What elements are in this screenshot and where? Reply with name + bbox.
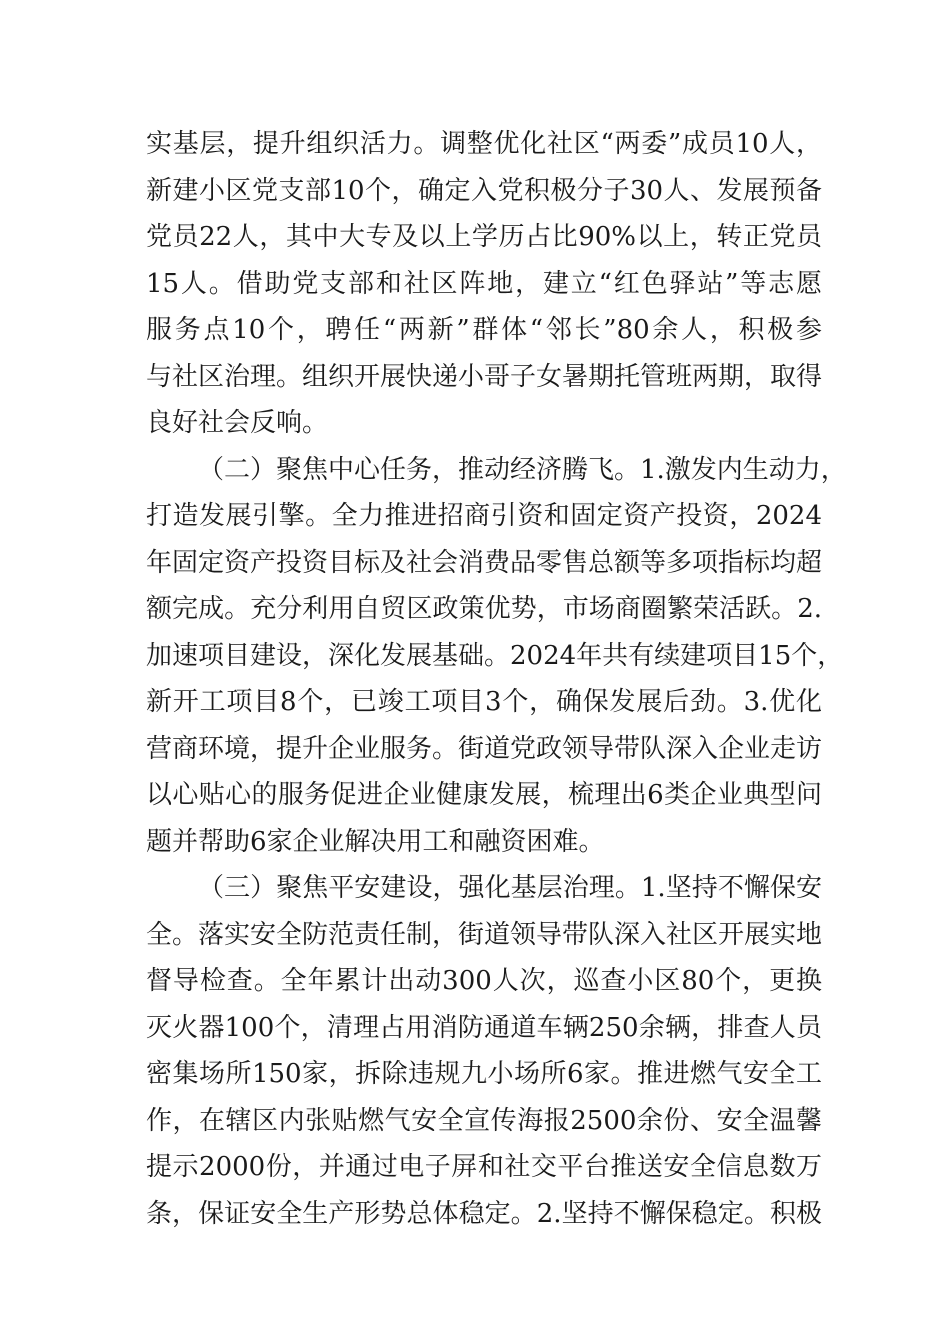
text-line: 服务点10个，聘任“两新”群体“邻长”80余人，积极参 [146, 315, 822, 345]
text-line: 新开工项目8个，已竣工项目3个，确保发展后劲。3.优化 [146, 687, 822, 717]
text-line: 与社区治理。组织开展快递小哥子女暑期托管班两期，取得 [146, 361, 823, 392]
text-line: 加速项目建设，深化发展基础。2024年共有续建项目15个， [146, 640, 844, 671]
paragraph-safety-governance [146, 865, 822, 1237]
text-line: 额完成。充分利用自贸区政策优势，市场商圈繁荣活跃。2. [146, 594, 822, 624]
text-line: 提示2000份，并通过电子屏和社交平台推送安全信息数万 [146, 1152, 822, 1182]
text-line: 督导检查。全年累计出动300人次，巡查小区80个，更换 [146, 966, 822, 996]
paragraph-party-building [146, 121, 822, 447]
text-line: 以心贴心的服务促进企业健康发展，梳理出6类企业典型问 [146, 780, 822, 810]
text-line: 密集场所150家，拆除违规九小场所6家。推进燃气安全工 [146, 1059, 822, 1089]
text-line: 营商环境，提升企业服务。街道党政领导带队深入企业走访 [146, 733, 823, 764]
text-line: 全。落实安全防范责任制，街道领导带队深入社区开展实地 [146, 919, 823, 950]
text-line: 15人。借助党支部和社区阵地，建立“红色驿站”等志愿 [146, 268, 822, 299]
text-line: 实基层，提升组织活力。调整优化社区“两委”成员10人， [146, 129, 822, 159]
text-line: 条，保证安全生产形势总体稳定。2.坚持不懈保稳定。积极 [146, 1198, 822, 1229]
paragraph-economic-development [146, 447, 847, 866]
text-line: 题并帮助6家企业解决用工和融资困难。 [146, 826, 605, 857]
text-line: 灭火器100个，清理占用消防通道车辆250余辆，排查人员 [146, 1012, 822, 1043]
text-line: （二）聚焦中心任务，推动经济腾飞。1.激发内生动力， [198, 454, 847, 485]
text-line: 作，在辖区内张贴燃气安全宣传海报2500余份、安全温馨 [146, 1105, 822, 1136]
text-line: （三）聚焦平安建设，强化基层治理。1.坚持不懈保安 [198, 873, 822, 903]
document-body [146, 121, 847, 1237]
text-line: 良好社会反响。 [146, 408, 329, 438]
text-line: 新建小区党支部10个，确定入党积极分子30人、发展预备 [146, 175, 822, 206]
text-line: 打造发展引擎。全力推进招商引资和固定资产投资，2024 [146, 501, 822, 531]
text-line: 党员22人，其中大专及以上学历占比90%以上，转正党员 [146, 222, 822, 252]
text-line: 年固定资产投资目标及社会消费品零售总额等多项指标均超 [146, 547, 823, 578]
